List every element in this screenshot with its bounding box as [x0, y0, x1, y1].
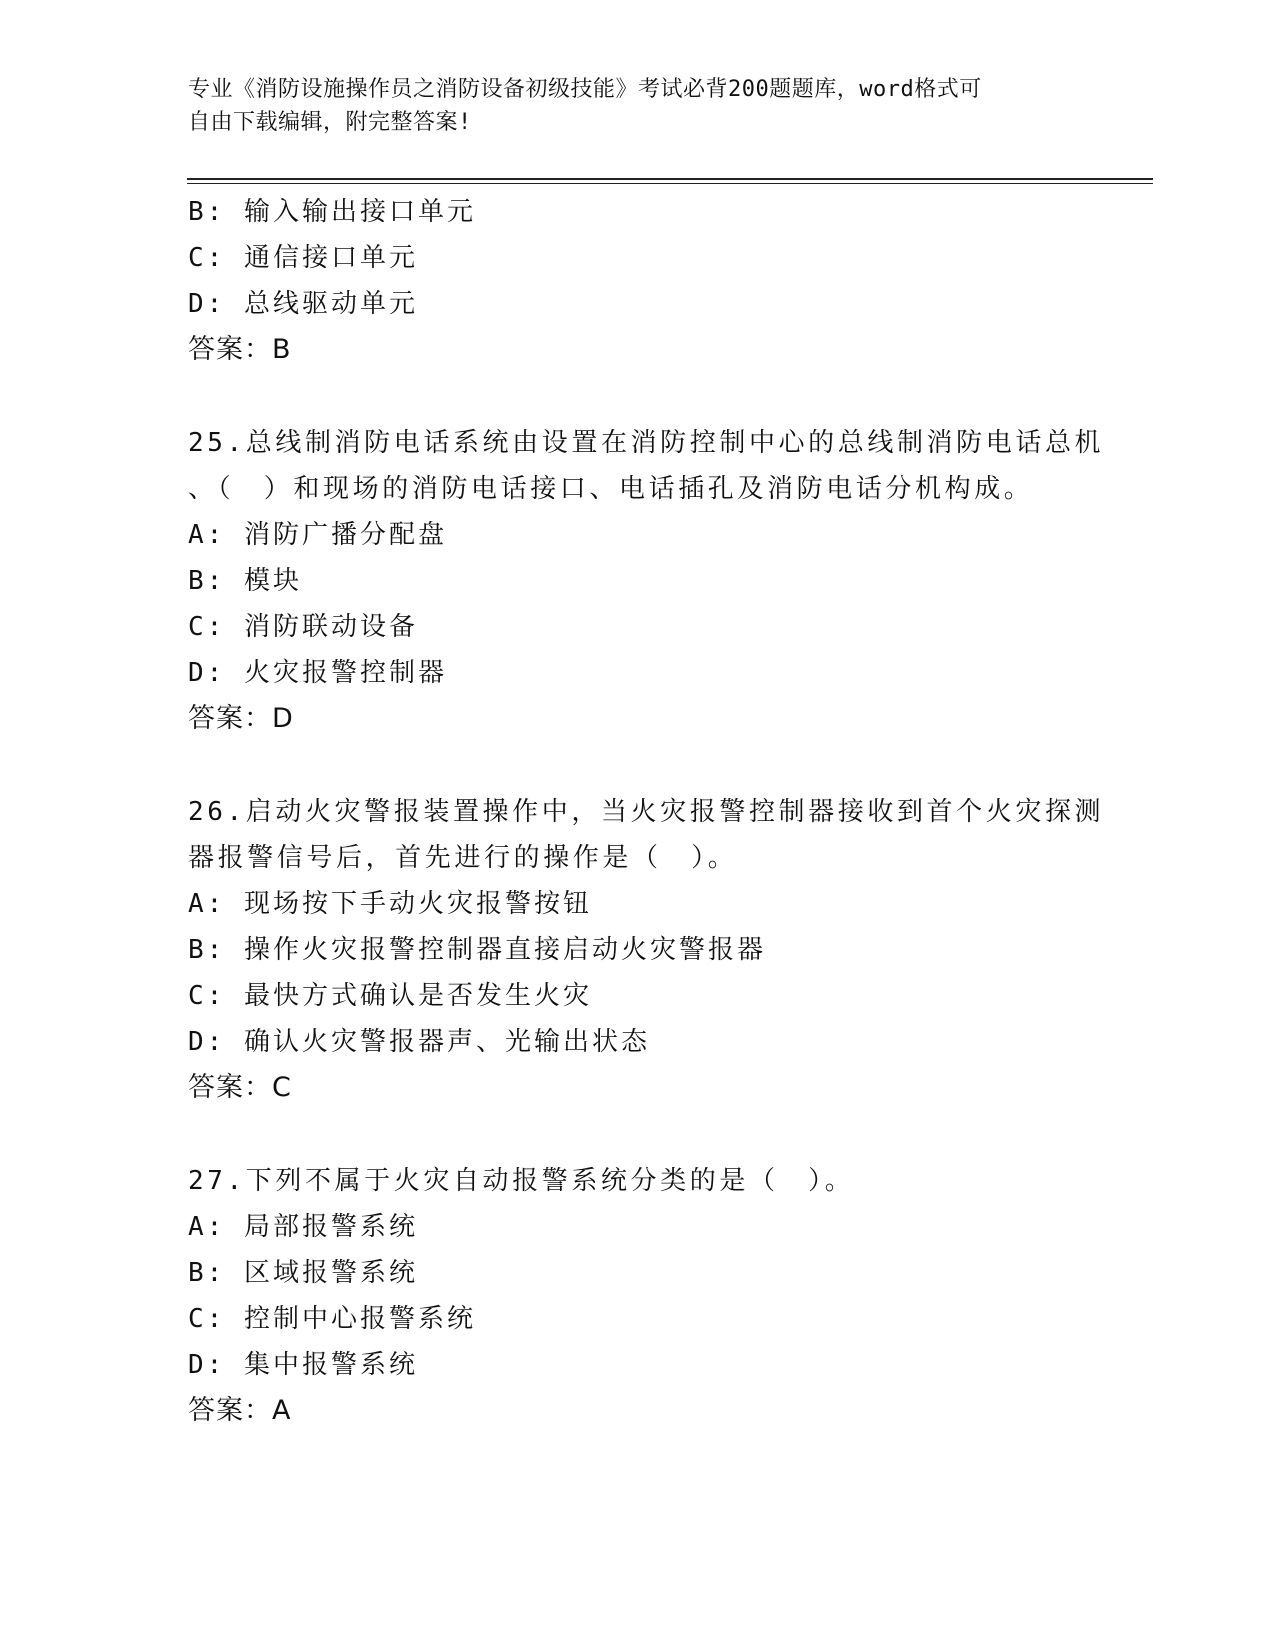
- question-text-line-1: 25.总线制消防电话系统由设置在消防控制中心的总线制消防电话总机: [188, 428, 1105, 458]
- option-c: C: 消防联动设备: [188, 612, 418, 642]
- answer-line: 答案：A: [188, 1395, 292, 1426]
- option-d: D: 总线驱动单元: [188, 289, 418, 319]
- option-b: B: 区域报警系统: [188, 1258, 418, 1288]
- option-d: D: 确认火灾警报器声、光输出状态: [188, 1027, 650, 1057]
- spacer: [188, 373, 1088, 420]
- question-text-line-1: 26.启动火灾警报装置操作中，当火灾报警控制器接收到首个火灾探测: [188, 797, 1105, 827]
- answer-line: 答案：C: [188, 1072, 292, 1103]
- question-text-line-2: 器报警信号后，首先进行的操作是（ ）。: [188, 843, 738, 873]
- option-d: D: 集中报警系统: [188, 1350, 418, 1380]
- document-header: [188, 73, 1068, 139]
- header-line-2: 自由下载编辑，附完整答案!: [188, 110, 472, 135]
- option-b: B: 操作火灾报警控制器直接启动火灾警报器: [188, 935, 766, 965]
- question-27: [188, 1158, 1088, 1434]
- header-line-1: 专业《消防设施操作员之消防设备初级技能》考试必背200题题库，word格式可: [188, 77, 982, 102]
- option-a: A: 局部报警系统: [188, 1212, 418, 1242]
- question-text-line-1: 27.下列不属于火灾自动报警系统分类的是（ ）。: [188, 1166, 855, 1196]
- option-a: A: 消防广播分配盘: [188, 520, 447, 550]
- option-c: C: 通信接口单元: [188, 243, 418, 273]
- answer-line: 答案：D: [188, 703, 294, 734]
- option-c: C: 控制中心报警系统: [188, 1304, 476, 1334]
- question-26: [188, 789, 1105, 1111]
- answer-line: 答案：B: [188, 334, 292, 365]
- option-a: A: 现场按下手动火灾报警按钮: [188, 889, 592, 919]
- question-25: [188, 420, 1105, 742]
- question-text-line-2: 、（ ）和现场的消防电话接口、电话插孔及消防电话分机构成。: [188, 474, 1034, 504]
- question-24-tail: [188, 189, 1088, 373]
- option-b: B: 输入输出接口单元: [188, 197, 476, 227]
- spacer: [188, 742, 1088, 789]
- header-divider: [187, 178, 1153, 184]
- option-c: C: 最快方式确认是否发生火灾: [188, 981, 592, 1011]
- spacer: [188, 1111, 1088, 1158]
- option-d: D: 火灾报警控制器: [188, 658, 447, 688]
- question-list: [188, 189, 1105, 1434]
- option-b: B: 模块: [188, 566, 302, 596]
